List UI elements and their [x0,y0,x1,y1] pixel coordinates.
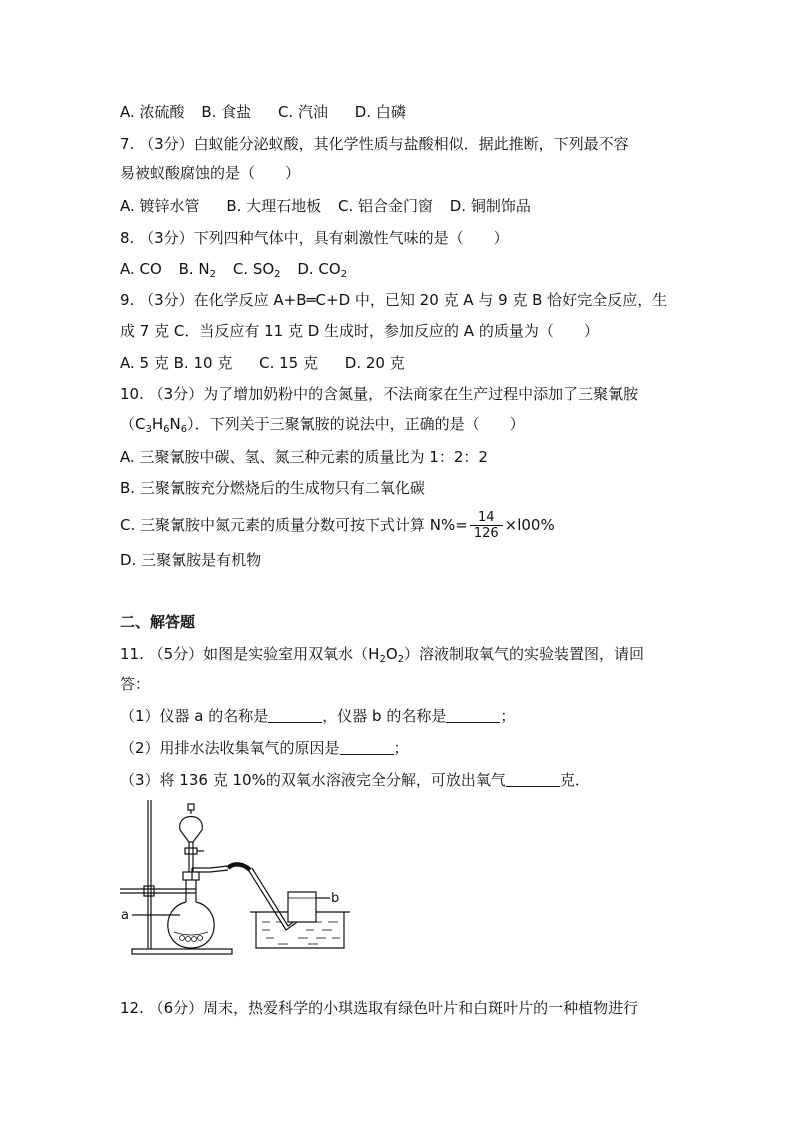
q10-option-b: B. 三聚氰胺充分燃烧后的生成物只有二氧化碳 [120,479,425,497]
q10-stem-line1: 10. （3分）为了增加奶粉中的含氮量，不法商家在生产过程中添加了三聚氰胺 [120,385,639,403]
q11-stem-line1: 11. （5分）如图是实验室用双氧水$(H_2O_2)$溶液制取氧气的实验装置图，请回 [120,645,645,665]
q6-option-a: A. 浓硫酸 [120,103,185,121]
answer-blank-b[interactable] [446,708,500,723]
q9-stem-line1: 9. （3分）在化学反应 A+B═C+D 中，已知 20 克 A 与 9 克 B 恰好完全反应，生 [120,291,668,309]
gas-collecting-bottle-b [288,892,316,922]
q8-option-c: C. $SO_2$ [232,260,281,280]
answer-blank-mass[interactable] [506,772,560,787]
q10-option-c: C. 三聚氰胺中氮元素的质量分数可按下式计算 N%= $\frac{14}{126}$ ×l00% [120,510,555,541]
q8-option-a: A. CO [120,260,162,278]
q10-option-a: A. 三聚氰胺中碳、氢、氮三种元素的质量比为 1：2：2 [120,448,488,466]
separatory-funnel [180,817,203,843]
q7-option-c: C. 铝合金门窗 [337,197,433,215]
stand-base [132,949,232,954]
water-surface [262,922,340,944]
q10-stem-line2: $(C_3H_6N_6)$．下列关于三聚氰胺的说法中，正确的是（ ） [120,415,525,435]
q6-option-b: B. 食盐 [201,103,252,121]
q12-stem-line1: 12. （6分）周末，热爱科学的小琪选取有绿色叶片和白斑叶片的一种植物进行 [120,999,639,1017]
q10-option-d: D. 三聚氰胺是有机物 [120,551,262,569]
q7-stem-line1: 7. （3分）白蚁能分泌蚁酸，其化学性质与盐酸相似．据此推断，下列最不容 [120,135,629,153]
q9-stem-line2: 成 7 克 C．当反应有 11 克 D 生成时，参加反应的 A 的质量为（ ） [120,322,599,340]
q7-option-d: D. 铜制饰品 [449,197,531,215]
q8-stem: 8. （3分）下列四种气体中，具有刺激性气味的是（ ） [120,229,509,247]
section-title: 二、解答题 [120,613,196,631]
q11-sub2: （2）用排水法收集氧气的原因是 ； [120,739,409,757]
q8-options [120,259,347,279]
q9-option-c: C. 15 克 [259,354,318,372]
rubber-tube [228,864,250,870]
figure-label-b: b [331,891,340,906]
q6-option-d: D. 白磷 [354,103,406,121]
q11-stem-line2: 答： [120,675,151,693]
q9-option-d: D. 20 克 [344,354,405,372]
lab-apparatus-figure [118,798,358,958]
answer-blank-reason[interactable] [340,740,394,755]
q6-options [120,102,406,122]
q7-option-b: B. 大理石地板 [226,197,322,215]
q7-option-a: A. 镀锌水管 [120,197,200,215]
figure-label-a: a [121,908,129,923]
q8-option-b: B. $N_2$ [178,260,217,280]
q11-sub3: （3）将 136 克 10%的双氧水溶液完全分解，可放出氧气 克． [120,771,590,789]
q9-option-a: A. 5 克 [120,354,169,372]
q6-option-c: C. 汽油 [277,103,328,121]
q7-stem-line2: 易被蚁酸腐蚀的是（ ） [120,164,301,182]
mass-fraction: $\frac{14}{126}$ [470,510,503,541]
q8-option-d: D. $CO_2$ [297,260,348,280]
q9-options [120,353,405,373]
q7-options [120,196,531,216]
q9-option-b: B. 10 克 [173,354,233,372]
round-bottom-flask-a [168,902,214,948]
q11-sub1: （1）仪器 a 的名称是 ，仪器 b 的名称是 ； [120,707,516,725]
answer-blank-a[interactable] [268,708,322,723]
